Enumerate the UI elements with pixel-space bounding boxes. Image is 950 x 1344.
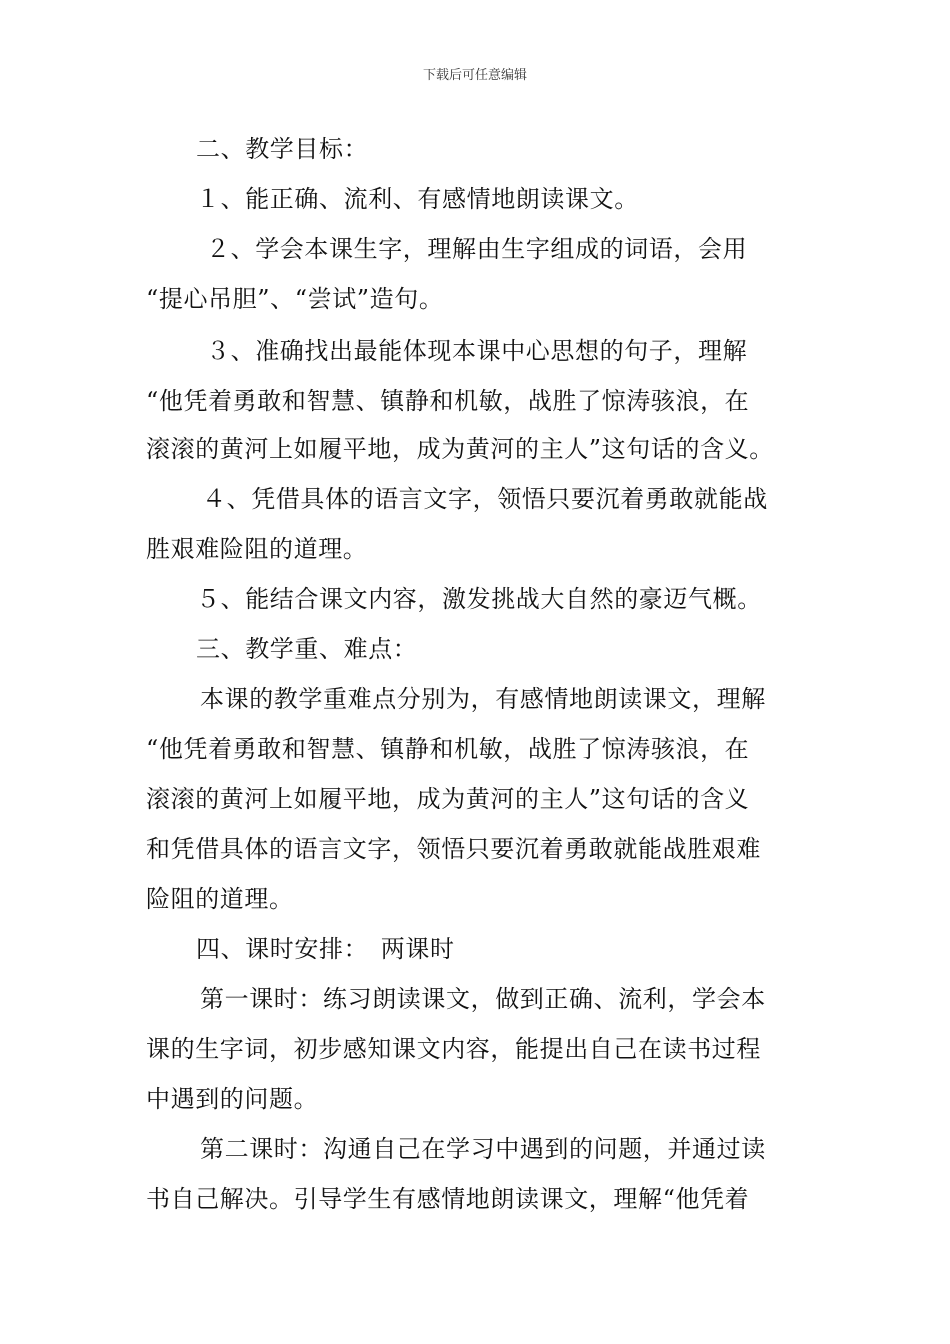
- page-header: 下载后可任意编辑: [422, 68, 527, 83]
- text-line: 险阻的道理。: [146, 885, 294, 913]
- text-line: 胜艰难险阻的道理。: [146, 535, 368, 563]
- objective-item: １、能正确、流利、有感情地朗读课文。: [196, 185, 639, 213]
- objective-item: ３、准确找出最能体现本课中心思想的句子，理解: [206, 337, 748, 365]
- paragraph-line: 第二课时：沟通自己在学习中遇到的问题，并通过读: [200, 1135, 766, 1163]
- text-line: 书自己解决。引导学生有感情地朗读课文，理解“他凭着: [146, 1185, 750, 1213]
- text-line: 滚滚的黄河上如履平地，成为黄河的主人”这句话的含义。: [146, 435, 774, 463]
- text-line: 课的生字词，初步感知课文内容，能提出自己在读书过程: [146, 1035, 761, 1063]
- text-line: 和凭借具体的语言文字，领悟只要沉着勇敢就能战胜艰难: [146, 835, 761, 863]
- section-heading: 三、教学重、难点：: [196, 635, 418, 663]
- objective-item: ２、学会本课生字，理解由生字组成的词语，会用: [206, 235, 748, 263]
- objective-item: ４、凭借具体的语言文字，领悟只要沉着勇敢就能战: [202, 485, 768, 513]
- text-line: “提心吊胆”、“尝试”造句。: [146, 285, 444, 313]
- paragraph-line: 第一课时：练习朗读课文，做到正确、流利，学会本: [200, 985, 766, 1013]
- section-heading: 四、课时安排： 两课时: [196, 935, 455, 963]
- text-line: “他凭着勇敢和智慧、镇静和机敏，战胜了惊涛骇浪，在: [146, 387, 750, 415]
- paragraph-line: 本课的教学重难点分别为，有感情地朗读课文，理解: [200, 685, 766, 713]
- text-line: “他凭着勇敢和智慧、镇静和机敏，战胜了惊涛骇浪，在: [146, 735, 750, 763]
- text-line: 中遇到的问题。: [146, 1085, 319, 1113]
- text-line: 滚滚的黄河上如履平地，成为黄河的主人”这句话的含义: [146, 785, 750, 813]
- objective-item: ５、能结合课文内容，激发挑战大自然的豪迈气概。: [196, 585, 762, 613]
- section-heading: 二、教学目标：: [196, 135, 369, 163]
